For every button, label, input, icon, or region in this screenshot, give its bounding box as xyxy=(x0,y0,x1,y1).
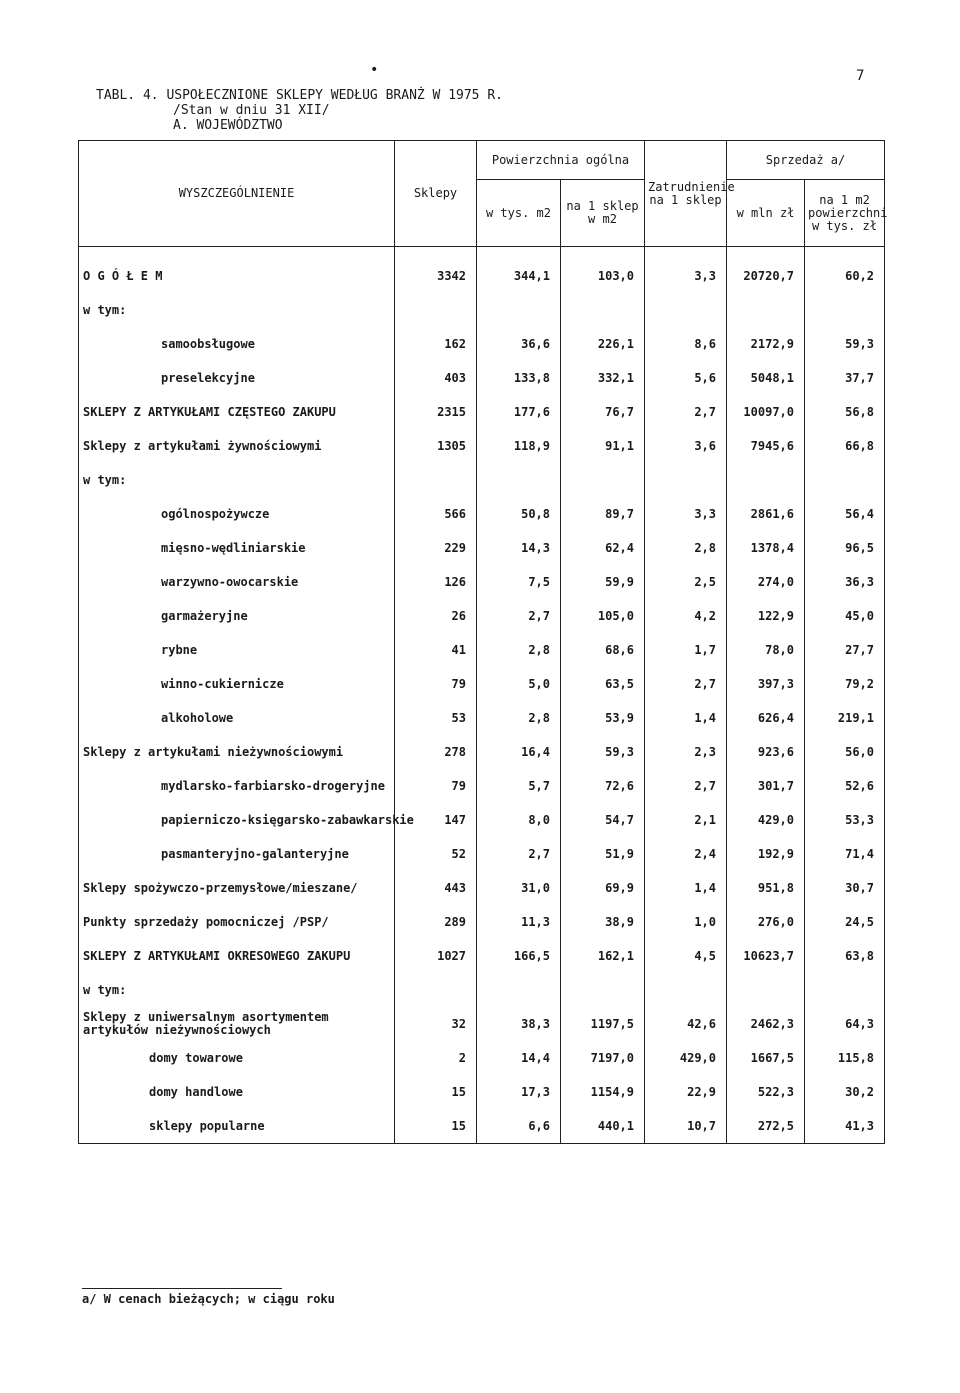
cell-value: 79,2 xyxy=(805,667,885,701)
table-row xyxy=(79,905,885,939)
row-label: mydlarsko-farbiarsko-drogeryjne xyxy=(79,769,395,803)
cell-value: 26 xyxy=(395,599,477,633)
cell-value: 2861,6 xyxy=(727,497,805,531)
spacer-cell xyxy=(477,247,561,260)
cell-value: 5,0 xyxy=(477,667,561,701)
row-label: pasmanteryjno-galanteryjne xyxy=(79,837,395,871)
cell-value: 38,9 xyxy=(561,905,645,939)
cell-value: 4,5 xyxy=(645,939,727,973)
row-label: samoobsługowe xyxy=(79,327,395,361)
table-row xyxy=(79,1007,885,1041)
cell-value: 951,8 xyxy=(727,871,805,905)
table-row xyxy=(79,327,885,361)
cell-value xyxy=(645,973,727,1007)
cell-value: 6,6 xyxy=(477,1109,561,1144)
cell-value: 1305 xyxy=(395,429,477,463)
cell-value: 17,3 xyxy=(477,1075,561,1109)
row-label: Punkty sprzedaży pomocniczej /PSP/ xyxy=(79,905,395,939)
cell-value xyxy=(561,973,645,1007)
cell-value: 56,0 xyxy=(805,735,885,769)
cell-value: 37,7 xyxy=(805,361,885,395)
cell-value: 10623,7 xyxy=(727,939,805,973)
table-row xyxy=(79,395,885,429)
page-number: 7 xyxy=(856,68,865,84)
cell-value: 69,9 xyxy=(561,871,645,905)
cell-value: 192,9 xyxy=(727,837,805,871)
spacer-cell xyxy=(805,247,885,260)
cell-value: 79 xyxy=(395,769,477,803)
cell-value: 1,4 xyxy=(645,871,727,905)
table-row xyxy=(79,735,885,769)
cell-value: 103,0 xyxy=(561,259,645,293)
cell-value xyxy=(727,463,805,497)
header-w-mln-zl: w mln zł xyxy=(727,180,805,247)
cell-value: 38,3 xyxy=(477,1007,561,1041)
cell-value: 126 xyxy=(395,565,477,599)
cell-value: 56,8 xyxy=(805,395,885,429)
table-row xyxy=(79,1109,885,1144)
table-row xyxy=(79,497,885,531)
cell-value: 7,5 xyxy=(477,565,561,599)
cell-value: 7197,0 xyxy=(561,1041,645,1075)
cell-value: 2172,9 xyxy=(727,327,805,361)
cell-value: 30,7 xyxy=(805,871,885,905)
cell-value: 2,7 xyxy=(645,667,727,701)
cell-value: 15 xyxy=(395,1109,477,1144)
table-row xyxy=(79,871,885,905)
cell-value: 2 xyxy=(395,1041,477,1075)
cell-value: 20720,7 xyxy=(727,259,805,293)
table-row xyxy=(79,803,885,837)
cell-value: 89,7 xyxy=(561,497,645,531)
cell-value: 272,5 xyxy=(727,1109,805,1144)
stray-dot: • xyxy=(370,62,379,78)
table-title xyxy=(96,88,503,133)
footnote-rule xyxy=(82,1288,282,1289)
cell-value xyxy=(645,463,727,497)
cell-value: 41 xyxy=(395,633,477,667)
cell-value: 177,6 xyxy=(477,395,561,429)
header-powierzchnia: Powierzchnia ogólna xyxy=(477,141,645,180)
cell-value: 64,3 xyxy=(805,1007,885,1041)
cell-value: 105,0 xyxy=(561,599,645,633)
cell-value: 1378,4 xyxy=(727,531,805,565)
title-line-2: /Stan w dniu 31 XII/ xyxy=(173,103,330,118)
cell-value: 66,8 xyxy=(805,429,885,463)
table-row xyxy=(79,259,885,293)
cell-value xyxy=(805,293,885,327)
cell-value: 226,1 xyxy=(561,327,645,361)
cell-value: 229 xyxy=(395,531,477,565)
spacer-cell xyxy=(79,247,395,260)
cell-value: 60,2 xyxy=(805,259,885,293)
stores-table xyxy=(78,140,888,1144)
cell-value: 2,7 xyxy=(645,769,727,803)
cell-value: 62,4 xyxy=(561,531,645,565)
table-body xyxy=(79,247,885,1144)
cell-value: 36,6 xyxy=(477,327,561,361)
table-row xyxy=(79,1075,885,1109)
cell-value xyxy=(395,293,477,327)
cell-value: 219,1 xyxy=(805,701,885,735)
cell-value: 11,3 xyxy=(477,905,561,939)
spacer-cell xyxy=(561,247,645,260)
cell-value: 1,0 xyxy=(645,905,727,939)
cell-value xyxy=(477,973,561,1007)
cell-value: 923,6 xyxy=(727,735,805,769)
cell-value: 72,6 xyxy=(561,769,645,803)
cell-value: 1027 xyxy=(395,939,477,973)
cell-value: 2315 xyxy=(395,395,477,429)
cell-value: 626,4 xyxy=(727,701,805,735)
cell-value: 115,8 xyxy=(805,1041,885,1075)
cell-value: 24,5 xyxy=(805,905,885,939)
table-row xyxy=(79,293,885,327)
cell-value: 332,1 xyxy=(561,361,645,395)
cell-value xyxy=(727,293,805,327)
cell-value: 166,5 xyxy=(477,939,561,973)
cell-value: 36,3 xyxy=(805,565,885,599)
cell-value: 16,4 xyxy=(477,735,561,769)
title-line-3: A. WOJEWÓDZTWO xyxy=(173,118,283,133)
cell-value: 54,7 xyxy=(561,803,645,837)
cell-value: 10,7 xyxy=(645,1109,727,1144)
row-label: Sklepy spożywczo-przemysłowe/mieszane/ xyxy=(79,871,395,905)
cell-value: 133,8 xyxy=(477,361,561,395)
row-label: rybne xyxy=(79,633,395,667)
row-label: w tym: xyxy=(79,463,395,497)
cell-value: 289 xyxy=(395,905,477,939)
header-zatrudnienie: Zatrudnienie na 1 sklep xyxy=(645,141,727,247)
row-label: sklepy popularne xyxy=(79,1109,395,1144)
cell-value: 63,8 xyxy=(805,939,885,973)
cell-value: 71,4 xyxy=(805,837,885,871)
header-na1-m2: na 1 m2 powierzchni w tys. zł xyxy=(805,180,885,247)
table-row xyxy=(79,565,885,599)
table-row xyxy=(79,939,885,973)
cell-value: 274,0 xyxy=(727,565,805,599)
table-row xyxy=(79,599,885,633)
row-label: garmażeryjne xyxy=(79,599,395,633)
table-row xyxy=(79,463,885,497)
row-label: preselekcyjne xyxy=(79,361,395,395)
cell-value: 2462,3 xyxy=(727,1007,805,1041)
cell-value: 30,2 xyxy=(805,1075,885,1109)
cell-value xyxy=(561,463,645,497)
row-label: w tym: xyxy=(79,293,395,327)
cell-value: 10097,0 xyxy=(727,395,805,429)
spacer-cell xyxy=(645,247,727,260)
cell-value: 78,0 xyxy=(727,633,805,667)
cell-value: 5048,1 xyxy=(727,361,805,395)
cell-value: 2,1 xyxy=(645,803,727,837)
cell-value: 522,3 xyxy=(727,1075,805,1109)
cell-value: 3342 xyxy=(395,259,477,293)
cell-value: 53 xyxy=(395,701,477,735)
cell-value: 1197,5 xyxy=(561,1007,645,1041)
row-label: winno-cukiernicze xyxy=(79,667,395,701)
table-row xyxy=(79,973,885,1007)
cell-value: 1667,5 xyxy=(727,1041,805,1075)
cell-value: 68,6 xyxy=(561,633,645,667)
cell-value: 50,8 xyxy=(477,497,561,531)
cell-value: 566 xyxy=(395,497,477,531)
cell-value: 1154,9 xyxy=(561,1075,645,1109)
table-row xyxy=(79,701,885,735)
cell-value: 162,1 xyxy=(561,939,645,973)
spacer-cell xyxy=(727,247,805,260)
cell-value: 4,2 xyxy=(645,599,727,633)
table-row xyxy=(79,837,885,871)
cell-value: 118,9 xyxy=(477,429,561,463)
cell-value: 91,1 xyxy=(561,429,645,463)
cell-value: 45,0 xyxy=(805,599,885,633)
cell-value: 301,7 xyxy=(727,769,805,803)
row-label: w tym: xyxy=(79,973,395,1007)
cell-value: 41,3 xyxy=(805,1109,885,1144)
cell-value: 2,3 xyxy=(645,735,727,769)
header-wyszczegolnienie: WYSZCZEGÓLNIENIE xyxy=(79,141,395,247)
cell-value xyxy=(645,293,727,327)
row-label: SKLEPY Z ARTYKUŁAMI CZĘSTEGO ZAKUPU xyxy=(79,395,395,429)
cell-value: 2,7 xyxy=(477,599,561,633)
cell-value: 76,7 xyxy=(561,395,645,429)
row-label: mięsno-wędliniarskie xyxy=(79,531,395,565)
cell-value: 15 xyxy=(395,1075,477,1109)
row-label: Sklepy z artykułami żywnościowymi xyxy=(79,429,395,463)
cell-value: 429,0 xyxy=(727,803,805,837)
cell-value: 27,7 xyxy=(805,633,885,667)
cell-value: 3,3 xyxy=(645,259,727,293)
header-sklepy: Sklepy xyxy=(395,141,477,247)
cell-value: 8,6 xyxy=(645,327,727,361)
cell-value: 31,0 xyxy=(477,871,561,905)
cell-value: 2,7 xyxy=(645,395,727,429)
cell-value: 3,3 xyxy=(645,497,727,531)
cell-value: 443 xyxy=(395,871,477,905)
spacer-cell xyxy=(395,247,477,260)
cell-value: 59,3 xyxy=(805,327,885,361)
table-row xyxy=(79,531,885,565)
cell-value: 147 xyxy=(395,803,477,837)
cell-value: 2,7 xyxy=(477,837,561,871)
cell-value: 162 xyxy=(395,327,477,361)
cell-value: 5,6 xyxy=(645,361,727,395)
row-label: ogólnospożywcze xyxy=(79,497,395,531)
table-row xyxy=(79,429,885,463)
cell-value: 53,3 xyxy=(805,803,885,837)
cell-value: 32 xyxy=(395,1007,477,1041)
cell-value: 14,4 xyxy=(477,1041,561,1075)
cell-value xyxy=(805,463,885,497)
cell-value: 3,6 xyxy=(645,429,727,463)
row-label: domy handlowe xyxy=(79,1075,395,1109)
cell-value: 53,9 xyxy=(561,701,645,735)
header-sprzedaz: Sprzedaż a/ xyxy=(727,141,885,180)
cell-value: 276,0 xyxy=(727,905,805,939)
row-label: O G Ó Ł E M xyxy=(79,259,395,293)
footnote: a/ W cenach bieżących; w ciągu roku xyxy=(82,1292,335,1306)
cell-value: 42,6 xyxy=(645,1007,727,1041)
cell-value xyxy=(727,973,805,1007)
cell-value: 5,7 xyxy=(477,769,561,803)
row-label: papierniczo-księgarsko-zabawkarskie xyxy=(79,803,395,837)
spacer-row xyxy=(79,247,885,260)
cell-value: 51,9 xyxy=(561,837,645,871)
row-label: Sklepy z artykułami nieżywnościowymi xyxy=(79,735,395,769)
header-w-tys-m2: w tys. m2 xyxy=(477,180,561,247)
cell-value: 8,0 xyxy=(477,803,561,837)
table-row xyxy=(79,769,885,803)
cell-value: 22,9 xyxy=(645,1075,727,1109)
cell-value: 56,4 xyxy=(805,497,885,531)
cell-value: 63,5 xyxy=(561,667,645,701)
table-row xyxy=(79,667,885,701)
cell-value xyxy=(395,973,477,1007)
cell-value: 1,4 xyxy=(645,701,727,735)
cell-value: 59,9 xyxy=(561,565,645,599)
cell-value: 122,9 xyxy=(727,599,805,633)
cell-value: 59,3 xyxy=(561,735,645,769)
cell-value: 52 xyxy=(395,837,477,871)
title-line-1: TABL. 4. USPOŁECZNIONE SKLEPY WEDŁUG BRANŻ W 1975 R. xyxy=(96,88,503,103)
cell-value: 429,0 xyxy=(645,1041,727,1075)
table-row xyxy=(79,1041,885,1075)
cell-value: 14,3 xyxy=(477,531,561,565)
cell-value xyxy=(561,293,645,327)
cell-value: 403 xyxy=(395,361,477,395)
cell-value: 2,4 xyxy=(645,837,727,871)
cell-value: 344,1 xyxy=(477,259,561,293)
cell-value: 52,6 xyxy=(805,769,885,803)
row-label: warzywno-owocarskie xyxy=(79,565,395,599)
cell-value xyxy=(477,463,561,497)
cell-value xyxy=(805,973,885,1007)
cell-value: 2,8 xyxy=(477,701,561,735)
cell-value: 7945,6 xyxy=(727,429,805,463)
cell-value: 2,8 xyxy=(477,633,561,667)
cell-value: 96,5 xyxy=(805,531,885,565)
cell-value xyxy=(395,463,477,497)
cell-value: 278 xyxy=(395,735,477,769)
cell-value: 79 xyxy=(395,667,477,701)
row-label: domy towarowe xyxy=(79,1041,395,1075)
cell-value: 1,7 xyxy=(645,633,727,667)
cell-value xyxy=(477,293,561,327)
row-label: SKLEPY Z ARTYKUŁAMI OKRESOWEGO ZAKUPU xyxy=(79,939,395,973)
cell-value: 2,8 xyxy=(645,531,727,565)
row-label: alkoholowe xyxy=(79,701,395,735)
header-na1-sklep-m2: na 1 sklep w m2 xyxy=(561,180,645,247)
row-label: Sklepy z uniwersalnym asortymentem artykułów nieżywnościowych xyxy=(79,1007,395,1041)
table-row xyxy=(79,361,885,395)
table-row xyxy=(79,633,885,667)
cell-value: 2,5 xyxy=(645,565,727,599)
cell-value: 397,3 xyxy=(727,667,805,701)
cell-value: 440,1 xyxy=(561,1109,645,1144)
